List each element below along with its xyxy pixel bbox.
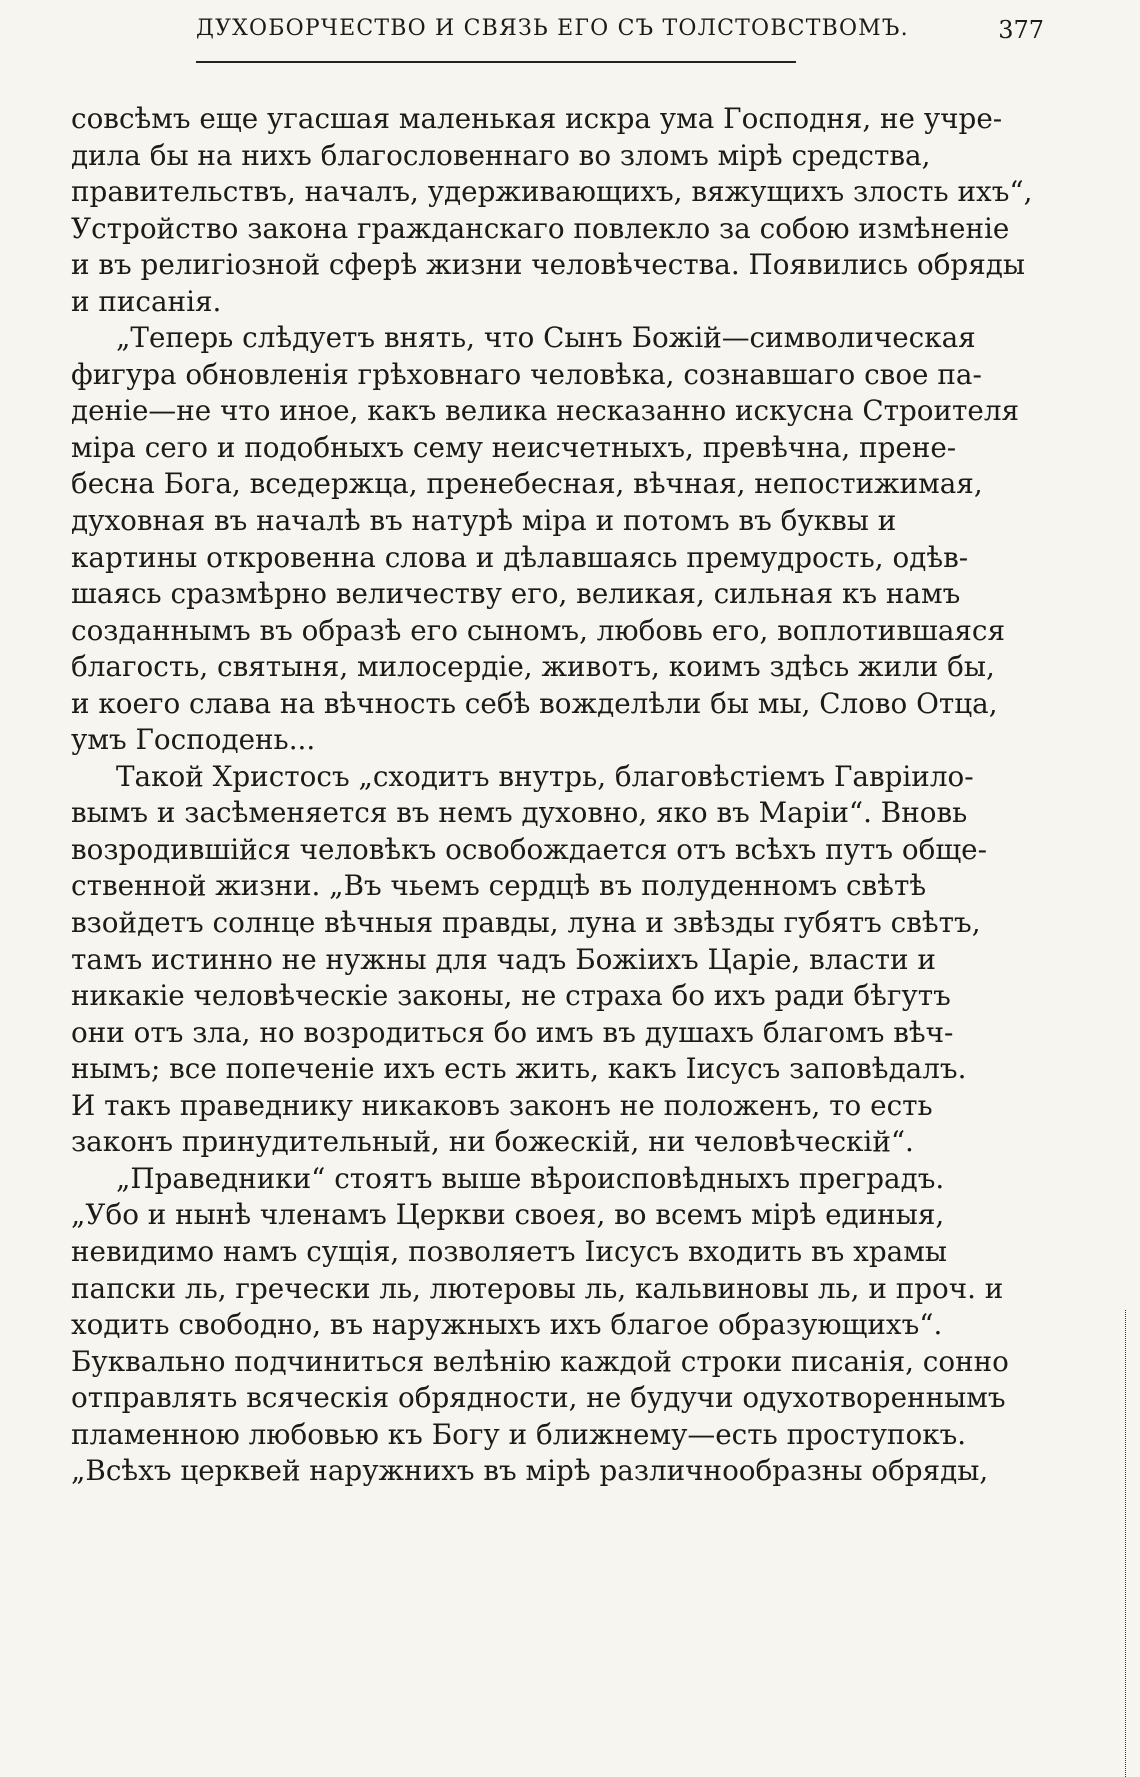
text-line: ходить свободно, въ наружныхъ ихъ благое образующихъ“. (71, 1308, 943, 1342)
text-line: совсѣмъ еще угасшая маленькая искра ума Господня, не учре- (71, 102, 1003, 135)
body-text (71, 101, 1043, 1490)
paragraph-1 (71, 101, 1043, 320)
text-line: тамъ истинно не нужны для чадъ Божіихъ Царіе, власти и (71, 942, 936, 976)
text-line: пламенною любовью къ Богу и ближнему—есть проступокъ. (71, 1417, 967, 1451)
text-line: и писанія. (71, 284, 222, 318)
text-line: бесна Бога, вседержца, пренебесная, вѣчная, непостижимая, (71, 467, 983, 501)
text-line: взойдетъ солнце вѣчныя правды, луна и звѣзды губятъ свѣтъ, (71, 906, 981, 940)
scan-edge-marks (1125, 1310, 1140, 1777)
text-line: возродившійся человѣкъ освобождается отъ всѣхъ путъ обще- (71, 832, 988, 866)
text-line: и коего слава на вѣчность себѣ вожделѣли бы мы, Слово Отца, (71, 686, 998, 720)
text-line: и въ религіозной сферѣ жизни человѣчества. Появились обряды (71, 248, 1025, 282)
text-line: невидимо намъ сущія, позволяетъ Іисусъ входить въ храмы (71, 1234, 947, 1268)
text-line: „Убо и нынѣ членамъ Церкви своея, во всемъ мірѣ единыя, (71, 1198, 945, 1232)
text-line: шаясь сразмѣрно величеству его, великая, сильная къ намъ (71, 577, 961, 611)
text-line: дила бы на нихъ благословеннаго во зломъ мірѣ средства, (71, 138, 931, 172)
text-line: Буквально подчиниться велѣнію каждой строки писанія, сонно (71, 1344, 1009, 1378)
text-line: вымъ и засѣменяется въ немъ духовно, яко въ Маріи“. Вновь (71, 796, 968, 830)
text-line: „Всѣхъ церквей наружнихъ въ мірѣ различнообразны обряды, (71, 1454, 989, 1488)
text-line: нымъ; все попеченіе ихъ есть жить, какъ Іисусъ заповѣдалъ. (71, 1052, 967, 1086)
text-line: отправлять всяческія обрядности, не будучи одухотвореннымъ (71, 1381, 1006, 1415)
text-line: Такой Христосъ „сходитъ внутрь, благовѣстіемъ Гавріило- (116, 759, 974, 793)
paragraph-3 (71, 759, 1043, 1161)
text-line: духовная въ началѣ въ натурѣ міра и потомъ въ буквы и (71, 504, 897, 538)
text-line: правительствъ, началъ, удерживающихъ, вяжущихъ злость ихъ“, (71, 175, 1033, 209)
text-line: они отъ зла, но возродиться бо имъ въ душахъ благомъ вѣч- (71, 1015, 954, 1049)
page-header (196, 16, 1044, 56)
text-line: „Праведники“ стоятъ выше вѣроисповѣдныхъ преградъ. (116, 1161, 945, 1195)
text-line: И такъ праведнику никаковъ законъ не положенъ, то есть (71, 1088, 933, 1122)
paragraph-2 (71, 320, 1043, 759)
paragraph-4 (71, 1161, 1043, 1490)
text-line: „Теперь слѣдуетъ внять, что Сынъ Божій—символическая (116, 321, 976, 355)
text-line: картины откровенна слова и дѣлавшаясь премудрость, одѣв- (71, 540, 969, 574)
header-rule (196, 61, 796, 63)
text-line: міра сего и подобныхъ сему неисчетныхъ, превѣчна, прене- (71, 430, 957, 464)
text-line: благость, святыня, милосердіе, животъ, коимъ здѣсь жили бы, (71, 650, 995, 684)
text-line: ственной жизни. „Въ чьемъ сердцѣ въ полуденномъ свѣтѣ (71, 869, 927, 903)
text-line: никакіе человѣческіе законы, не страха бо ихъ ради бѣгутъ (71, 979, 951, 1013)
text-line: законъ принудительный, ни божескій, ни человѣческій“. (71, 1125, 914, 1159)
page-number: 377 (998, 16, 1044, 44)
text-line: созданнымъ въ образѣ его сыномъ, любовь его, воплотившаяся (71, 613, 1006, 647)
text-line: Устройство закона гражданскаго повлекло за собою измѣненіе (71, 211, 1010, 245)
text-line: деніе—не что иное, какъ велика несказанно искусна Строителя (71, 394, 1020, 428)
text-line: умъ Господень... (71, 723, 316, 757)
text-line: фигура обновленія грѣховнаго человѣка, сознавшаго свое па- (71, 357, 982, 391)
running-head: ДУХОБОРЧЕСТВО И СВЯЗЬ ЕГО СЪ ТОЛСТОВСТВОМЪ. (196, 16, 909, 41)
text-line: папски ль, гречески ль, лютеровы ль, кальвиновы ль, и проч. и (71, 1271, 1004, 1305)
